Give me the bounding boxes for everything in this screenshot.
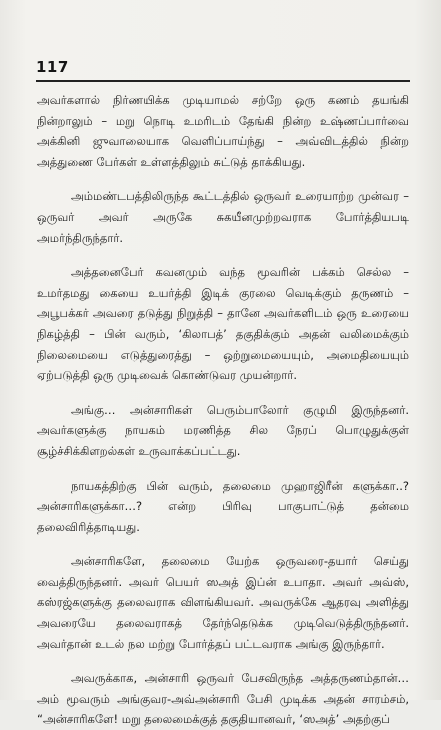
page-number: 117 (36, 58, 69, 76)
paragraph-2: அம்மண்டபத்திலிருந்த கூட்டத்தில் ஒருவர் உரையாற்ற முன்வர – ஒருவர் அவர் அருகே சுகயீனமுற்றவராக போர்த்தியபடி அமர்ந்திருந்தார். (37, 189, 409, 245)
paragraph-3: அத்தனைபேர் கவனமும் வந்த மூவரின் பக்கம் செல்ல – உமர்தமது கையை உயர்த்தி இடிக் குரலை வெடிக்கும் தருணம் – அபூபக்கர் அவரை தடுத்து நிறுத்தி – தானே அவர்களிடம் ஒரு உரையை நிகழ்த்தி – பின் வரும், ‘கிலாபத்’ தகுதிக்கும் அதன் வலிமைக்கும் நிலைமையை எடுத்துரைத்து – ஒற்றுமையையும், அமைதியையும் ஏற்படுத்தி ஒரு முடிவைக் கொண்டுவர முயன்றார். (37, 265, 409, 383)
header-rule (36, 80, 410, 82)
page-body (37, 90, 409, 730)
paragraph-7: அவருக்காக, அன்சாரி ஒருவர் பேசவிருந்த அத்தருணம்தான்… அம் மூவரும் அங்குவர-அவ்அன்சாரி பேசி முடிக்க அதன் சாரம்சம், “அன்சாரிகளே! மறு தலைமைக்குத் தகுதியானவர், ‘ஸஅத்’ அதற்குப் (37, 671, 409, 727)
paragraph-6: அன்சாரிகளே, தலைமை யேற்க ஒருவரை-தயார் செய்து வைத்திருந்தனர். அவர் பெயர் ஸஅத் இப்ன் உபாதா. அவர் அவ்ஸ், கஸ்ரஜ்களுக்கு தலைவராக விளங்கியவர். அவருக்கே ஆதரவு அளித்து அவரையே தலைவராகத் தேர்ந்தெடுக்க முடிவெடுத்திருந்தனர். அவர்தான் உடல் நல மற்று போர்த்தப் பட்டவராக அங்கு இருந்தார். (37, 554, 409, 651)
paragraph-5: நாயகத்திற்கு பின் வரும், தலைமை முஹாஜிரீன் களுக்கா..? அன்சாரிகளுக்கா…? என்ற பிரிவு பாகுபாட்டுத் தன்மை தலைவிரித்தாடியது. (37, 478, 409, 534)
paragraph-4: அங்கு… அன்சாரிகள் பெரும்பாலோர் குழுமி இருந்தனர். அவர்களுக்கு நாயகம் மரணித்த சில நேரப் பொழுதுக்குள் சூழ்ச்சிக்கிளறல்கள் உருவாக்கப்பட்டது. (37, 402, 409, 458)
paragraph-1: அவர்களால் நிர்ணயிக்க முடியாமல் சற்றே ஒரு கணம் தயங்கி நின்றாலும் – மறு நொடி உமரிடம் தேங்கி நின்ற உஷ்ணப்பார்வை அக்கினி ஜுவாலையாக வெளிப்பாய்ந்து – அவ்விடத்தில் நின்ற அத்துணை பேர்கள் உள்ளத்திலும் சுட்டுத் தாக்கியது. (37, 93, 409, 169)
